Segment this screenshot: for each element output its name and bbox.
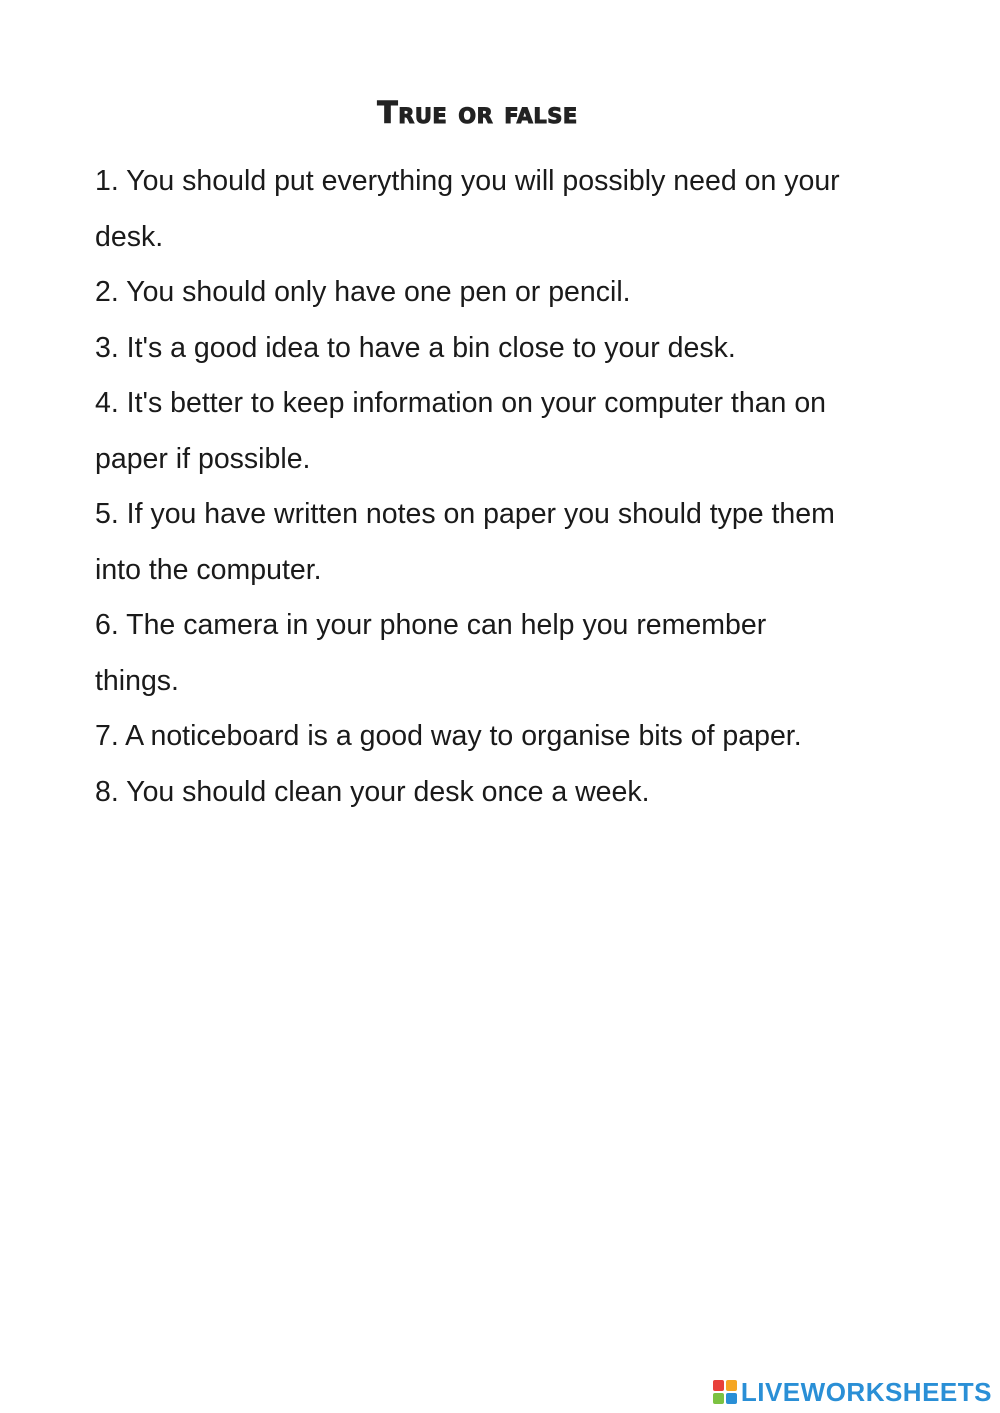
brand-name: LIVEWORKSHEETS xyxy=(740,1376,992,1407)
liveworksheets-logo xyxy=(713,1377,992,1407)
page-title: True or false xyxy=(377,96,578,131)
logo-square-orange xyxy=(726,1380,737,1391)
statement-line: 2. You should only have one pen or pencil. xyxy=(95,276,631,308)
statement-line: into the computer. xyxy=(95,553,322,586)
statement-list xyxy=(95,154,915,820)
logo-square-blue xyxy=(726,1393,737,1404)
statement-line: 5. If you have written notes on paper you should type them xyxy=(95,498,835,530)
statement-line: things. xyxy=(95,664,179,697)
statement-line: 3. It's a good idea to have a bin close to your desk. xyxy=(95,331,736,364)
logo-square-red xyxy=(713,1380,724,1391)
statement-line: 7. A noticeboard is a good way to organise bits of paper. xyxy=(95,720,802,752)
liveworksheets-logo-icon xyxy=(713,1380,737,1404)
statement-line: paper if possible. xyxy=(95,442,311,475)
statement-line: 6. The camera in your phone can help you remember xyxy=(95,609,767,641)
statement-line: 8. You should clean your desk once a week. xyxy=(95,775,650,808)
statement-line: 4. It's better to keep information on your computer than on xyxy=(95,387,827,419)
statement-line: desk. xyxy=(95,220,164,253)
statement-line: 1. You should put everything you will possibly need on your xyxy=(95,165,840,197)
logo-square-green xyxy=(713,1393,724,1404)
